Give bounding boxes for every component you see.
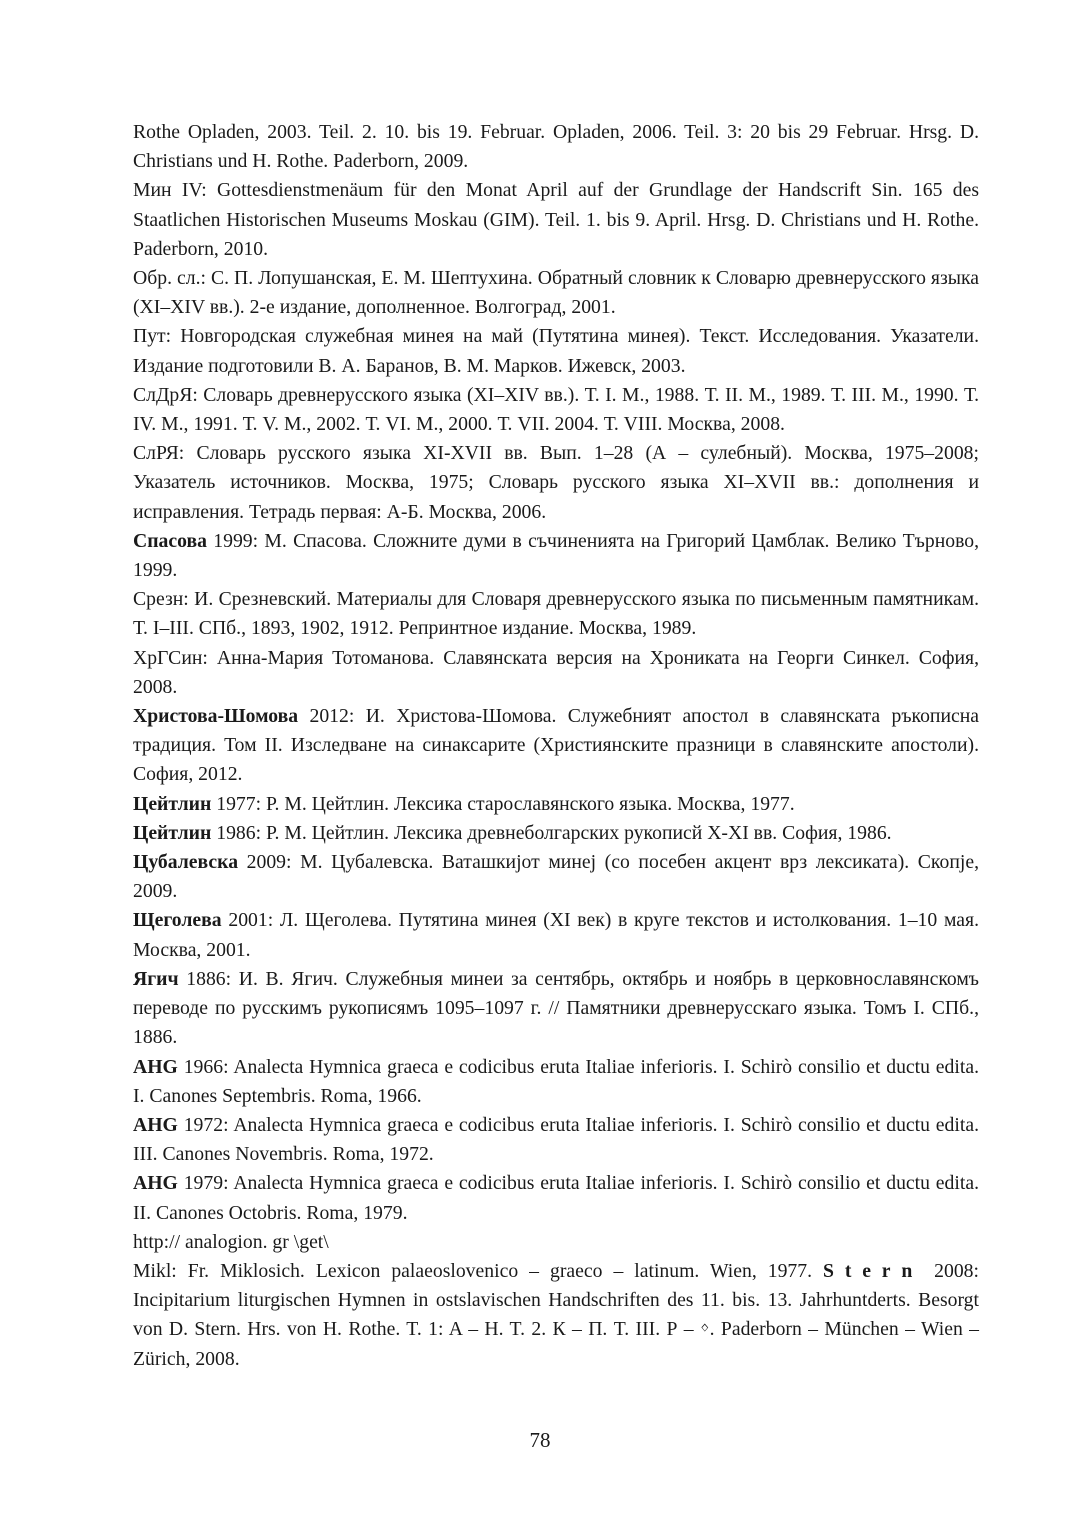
ornament-glyph: ᛜ bbox=[700, 1321, 710, 1339]
entry-text: СлДрЯ: Словарь древнерусского языка (XI–XIV вв.). Т. I. М., 1988. Т. II. М., 1989. Т. III. М., 1990. Т. IV. М., 1991. Т. V. М., 2002. Т. VI. М., 2000. Т. VII. 2004. Т. VIII. Москва, 2008. bbox=[133, 383, 979, 436]
bibliography-entry bbox=[133, 264, 979, 322]
entry-author-bold: Цейтлин bbox=[133, 792, 212, 815]
entry-author-bold: Ягич bbox=[133, 967, 179, 990]
bibliography-entry bbox=[133, 585, 979, 643]
bibliography-entry bbox=[133, 819, 979, 848]
bibliography-entry bbox=[133, 906, 979, 964]
entry-text: 1999: М. Спасова. Сложните думи в съчиненията на Григорий Цамблак. Велико Търново, 1999. bbox=[133, 529, 979, 582]
entry-text: 2012: И. Христова-Шомова. Служебният апостол в славянската ръкописна традиция. Том II. Изследване на синаксарите (Християнските празници в славянските апостоли). София, 2012. bbox=[133, 705, 979, 786]
entry-author-bold: AHG bbox=[133, 1172, 178, 1195]
bibliography-entry bbox=[133, 176, 979, 264]
entry-text: Срезн: И. Срезневский. Материалы для Словаря древнерусского языка по письменным памятникам. Т. I–III. СПб., 1893, 1902, 1912. Репринтное издание. Москва, 1989. bbox=[133, 588, 979, 640]
entry-text: 1972: Analecta Hymnica graeca e codicibus eruta Italiae inferioris. I. Schirò consilio et ductu edita. III. Canones Novembris. Roma, 1972. bbox=[133, 1113, 979, 1166]
entry-text: Пут: Новгородская служебная минея на май (Путятина минея). Текст. Исследования. Указатели. Издание подготовили В. А. Баранов, В. М. Марков. Ижевск, 2003. bbox=[133, 325, 979, 377]
entry-text: ХрГСин: Анна-Мария Тотоманова. Славянската версия на Хрониката на Георги Синкел. София, 2008. bbox=[133, 646, 979, 698]
entry-text: Mikl: Fr. Miklosich. Lexicon palaeoslovenico – graeco – latinum. Wien, 1977. bbox=[133, 1259, 824, 1282]
page-number: 78 bbox=[529, 1428, 551, 1452]
entry-author-bold: Спасова bbox=[133, 529, 207, 552]
entry-author-bold: Щеголева bbox=[133, 909, 222, 932]
bibliography-entry bbox=[133, 1228, 979, 1257]
entry-text: СлРЯ: Словарь русского языка XI-XVII вв. Вып. 1–28 (А – сулебный). Москва, 1975–2008; Указатель источников. Москва, 1975; Словарь русского языка XI–XVII вв.: дополнения и исправления. Тетрадь первая: А-Б. Москва, 2006. bbox=[133, 442, 979, 523]
entry-text: Обр. сл.: С. П. Лопушанская, Е. М. Шептухина. Обратный словник к Словарю древнерусского языка (XI–XIV вв.). 2-е издание, дополненное. Волгоград, 2001. bbox=[133, 267, 979, 319]
entry-text: 1986: Р. М. Цейтлин. Лексика древнеболгарских рукописй X-XI вв. София, 1986. bbox=[211, 821, 892, 844]
bibliography-entry-mikl-stern bbox=[133, 1257, 979, 1374]
entry-text: 2008: Incipitarium liturgischen Hymnen in ostslavischen Handschriften des 11. bis. 13. Jahrhuntderts. Besorgt von D. Stern. Hrs. von H. Rothe. T. 1: A – H. T. 2. К – П. T. III. Р – bbox=[133, 1259, 979, 1341]
entry-author-bold: Цубалевска bbox=[133, 851, 239, 874]
entry-author-bold: AHG bbox=[133, 1055, 178, 1078]
bibliography-list bbox=[133, 118, 979, 1374]
entry-text: 2009: М. Цубалевска. Ваташкиjот минеj (со посебен акцент врз лексиката). Скопjе, 2009. bbox=[133, 851, 979, 903]
entry-text: . Paderborn – München – Wien – Zürich, 2008. bbox=[133, 1318, 979, 1370]
bibliography-entry bbox=[133, 381, 979, 439]
entry-text: 1979: Analecta Hymnica graeca e codicibus eruta Italiae inferioris. I. Schirò consilio et ductu edita. II. Canones Octobris. Roma, 1979. bbox=[133, 1172, 979, 1224]
entry-author-bold: Stern bbox=[823, 1259, 924, 1282]
entry-text: 1886: И. В. Ягич. Служебныя минеи за сентябрь, октябрь и ноябрь в церковнославянскомъ переводе по русскимъ рукописямъ 1095–1097 г. // Памятники древнерусскаго языка. Томъ I. СПб., 1886. bbox=[133, 967, 979, 1049]
entry-author-bold: Христова-Шомова bbox=[133, 705, 299, 728]
entry-text: Rothe Opladen, 2003. Teil. 2. 10. bis 19. Februar. Opladen, 2006. Teil. 3: 20 bis 29 Februar. Hrsg. D. Christians und H. Rothe. Paderborn, 2009. bbox=[133, 121, 979, 173]
bibliography-entry bbox=[133, 644, 979, 702]
bibliography-entry bbox=[133, 527, 979, 585]
bibliography-entry bbox=[133, 965, 979, 1053]
entry-text: 1966: Analecta Hymnica graeca e codicibus eruta Italiae inferioris. I. Schirò consilio et ductu edita. I. Canones Septembris. Roma, 1966. bbox=[133, 1055, 979, 1107]
bibliography-entry bbox=[133, 322, 979, 380]
entry-author-bold: Цейтлин bbox=[133, 821, 212, 844]
entry-text: http:// analogion. gr \get\ bbox=[133, 1230, 329, 1253]
bibliography-entry bbox=[133, 439, 979, 527]
bibliography-entry bbox=[133, 118, 979, 176]
bibliography-entry bbox=[133, 1169, 979, 1227]
bibliography-entry bbox=[133, 848, 979, 906]
entry-text: Мин IV: Gottesdienstmenäum für den Monat April auf der Grundlage der Handscrift Sin. 165 des Staatlichen Historischen Museums Moskau (GIM). Teil. 1. bis 9. April. Hrsg. D. Christians und H. Rothe. Paderborn, 2010. bbox=[133, 179, 979, 260]
bibliography-entry bbox=[133, 790, 979, 819]
bibliography-entry bbox=[133, 1111, 979, 1169]
bibliography-entry bbox=[133, 1053, 979, 1111]
bibliography-entry bbox=[133, 702, 979, 790]
entry-text: 1977: Р. М. Цейтлин. Лексика старославянского языка. Москва, 1977. bbox=[211, 792, 795, 815]
entry-text: 2001: Л. Щеголева. Путятина минея (XI век) в круге текстов и истолкования. 1–10 мая. Москва, 2001. bbox=[133, 909, 979, 961]
entry-author-bold: AHG bbox=[133, 1113, 178, 1136]
